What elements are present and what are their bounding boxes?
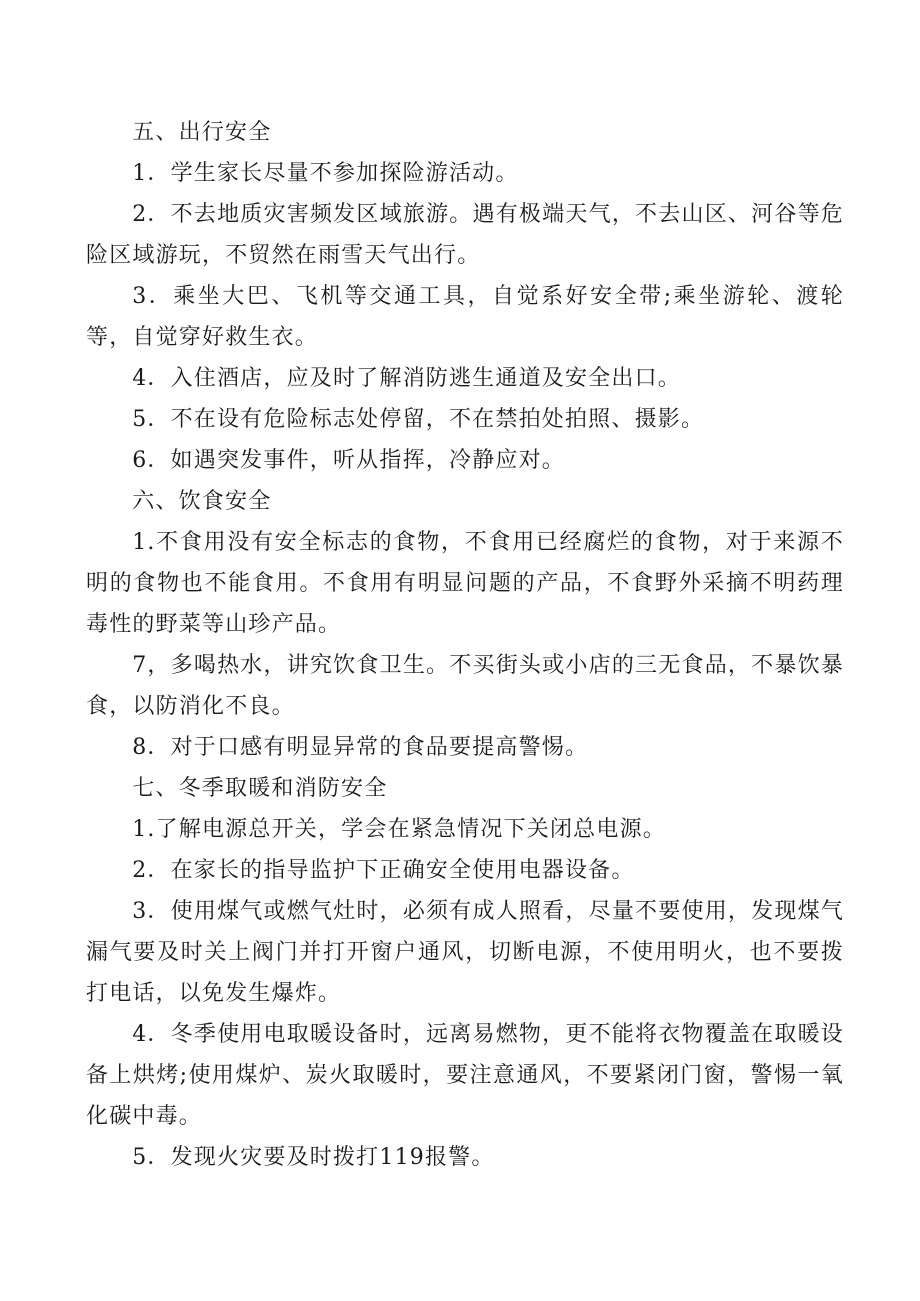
food-item-8: 8．对于口感有明显异常的食品要提高警惕。 (132, 735, 589, 760)
winter-item-3: 3．使用煤气或燃气灶时，必须有成人照看，尽量不要使用，发现煤气漏气要及时关上阀门并打开窗户通风，切断电源，不使用明火，也不要拨打电话，以免发生爆炸。 (86, 899, 844, 1006)
food-item-7: 7，多喝热水，讲究饮食卫生。不买街头或小店的三无食品，不暴饮暴食，以防消化不良。 (86, 653, 844, 719)
travel-item-2: 2．不去地质灾害频发区域旅游。遇有极端天气，不去山区、河谷等危险区域游玩，不贸然在雨雪天气出行。 (86, 202, 844, 268)
section-heading-travel-safety: 五、出行安全 (132, 120, 272, 145)
winter-item-4: 4．冬季使用电取暖设备时，远离易燃物，更不能将衣物覆盖在取暖设备上烘烤;使用煤炉、炭火取暖时，要注意通风，不要紧闭门窗，警惕一氧化碳中毒。 (86, 1022, 844, 1129)
travel-item-5: 5．不在设有危险标志处停留，不在禁拍处拍照、摄影。 (132, 407, 705, 432)
travel-item-3: 3．乘坐大巴、飞机等交通工具，自觉系好安全带;乘坐游轮、渡轮等，自觉穿好救生衣。 (86, 284, 844, 350)
document-body (86, 112, 844, 1178)
winter-item-1: 1.了解电源总开关，学会在紧急情况下关闭总电源。 (132, 817, 666, 842)
travel-item-6: 6．如遇突发事件，听从指挥，冷静应对。 (132, 448, 565, 473)
winter-item-2: 2．在家长的指导监护下正确安全使用电器设备。 (132, 858, 635, 883)
section-heading-winter-fire-safety: 七、冬季取暖和消防安全 (132, 776, 388, 801)
winter-item-5: 5．发现火灾要及时拨打119报警。 (132, 1145, 495, 1170)
food-item-1: 1.不食用没有安全标志的食物，不食用已经腐烂的食物，对于来源不明的食物也不能食用。不食用有明显问题的产品，不食野外采摘不明药理毒性的野菜等山珍产品。 (86, 530, 844, 637)
travel-item-4: 4．入住酒店，应及时了解消防逃生通道及安全出口。 (132, 366, 681, 391)
section-heading-food-safety: 六、饮食安全 (132, 489, 272, 514)
travel-item-1: 1．学生家长尽量不参加探险游活动。 (132, 161, 519, 186)
